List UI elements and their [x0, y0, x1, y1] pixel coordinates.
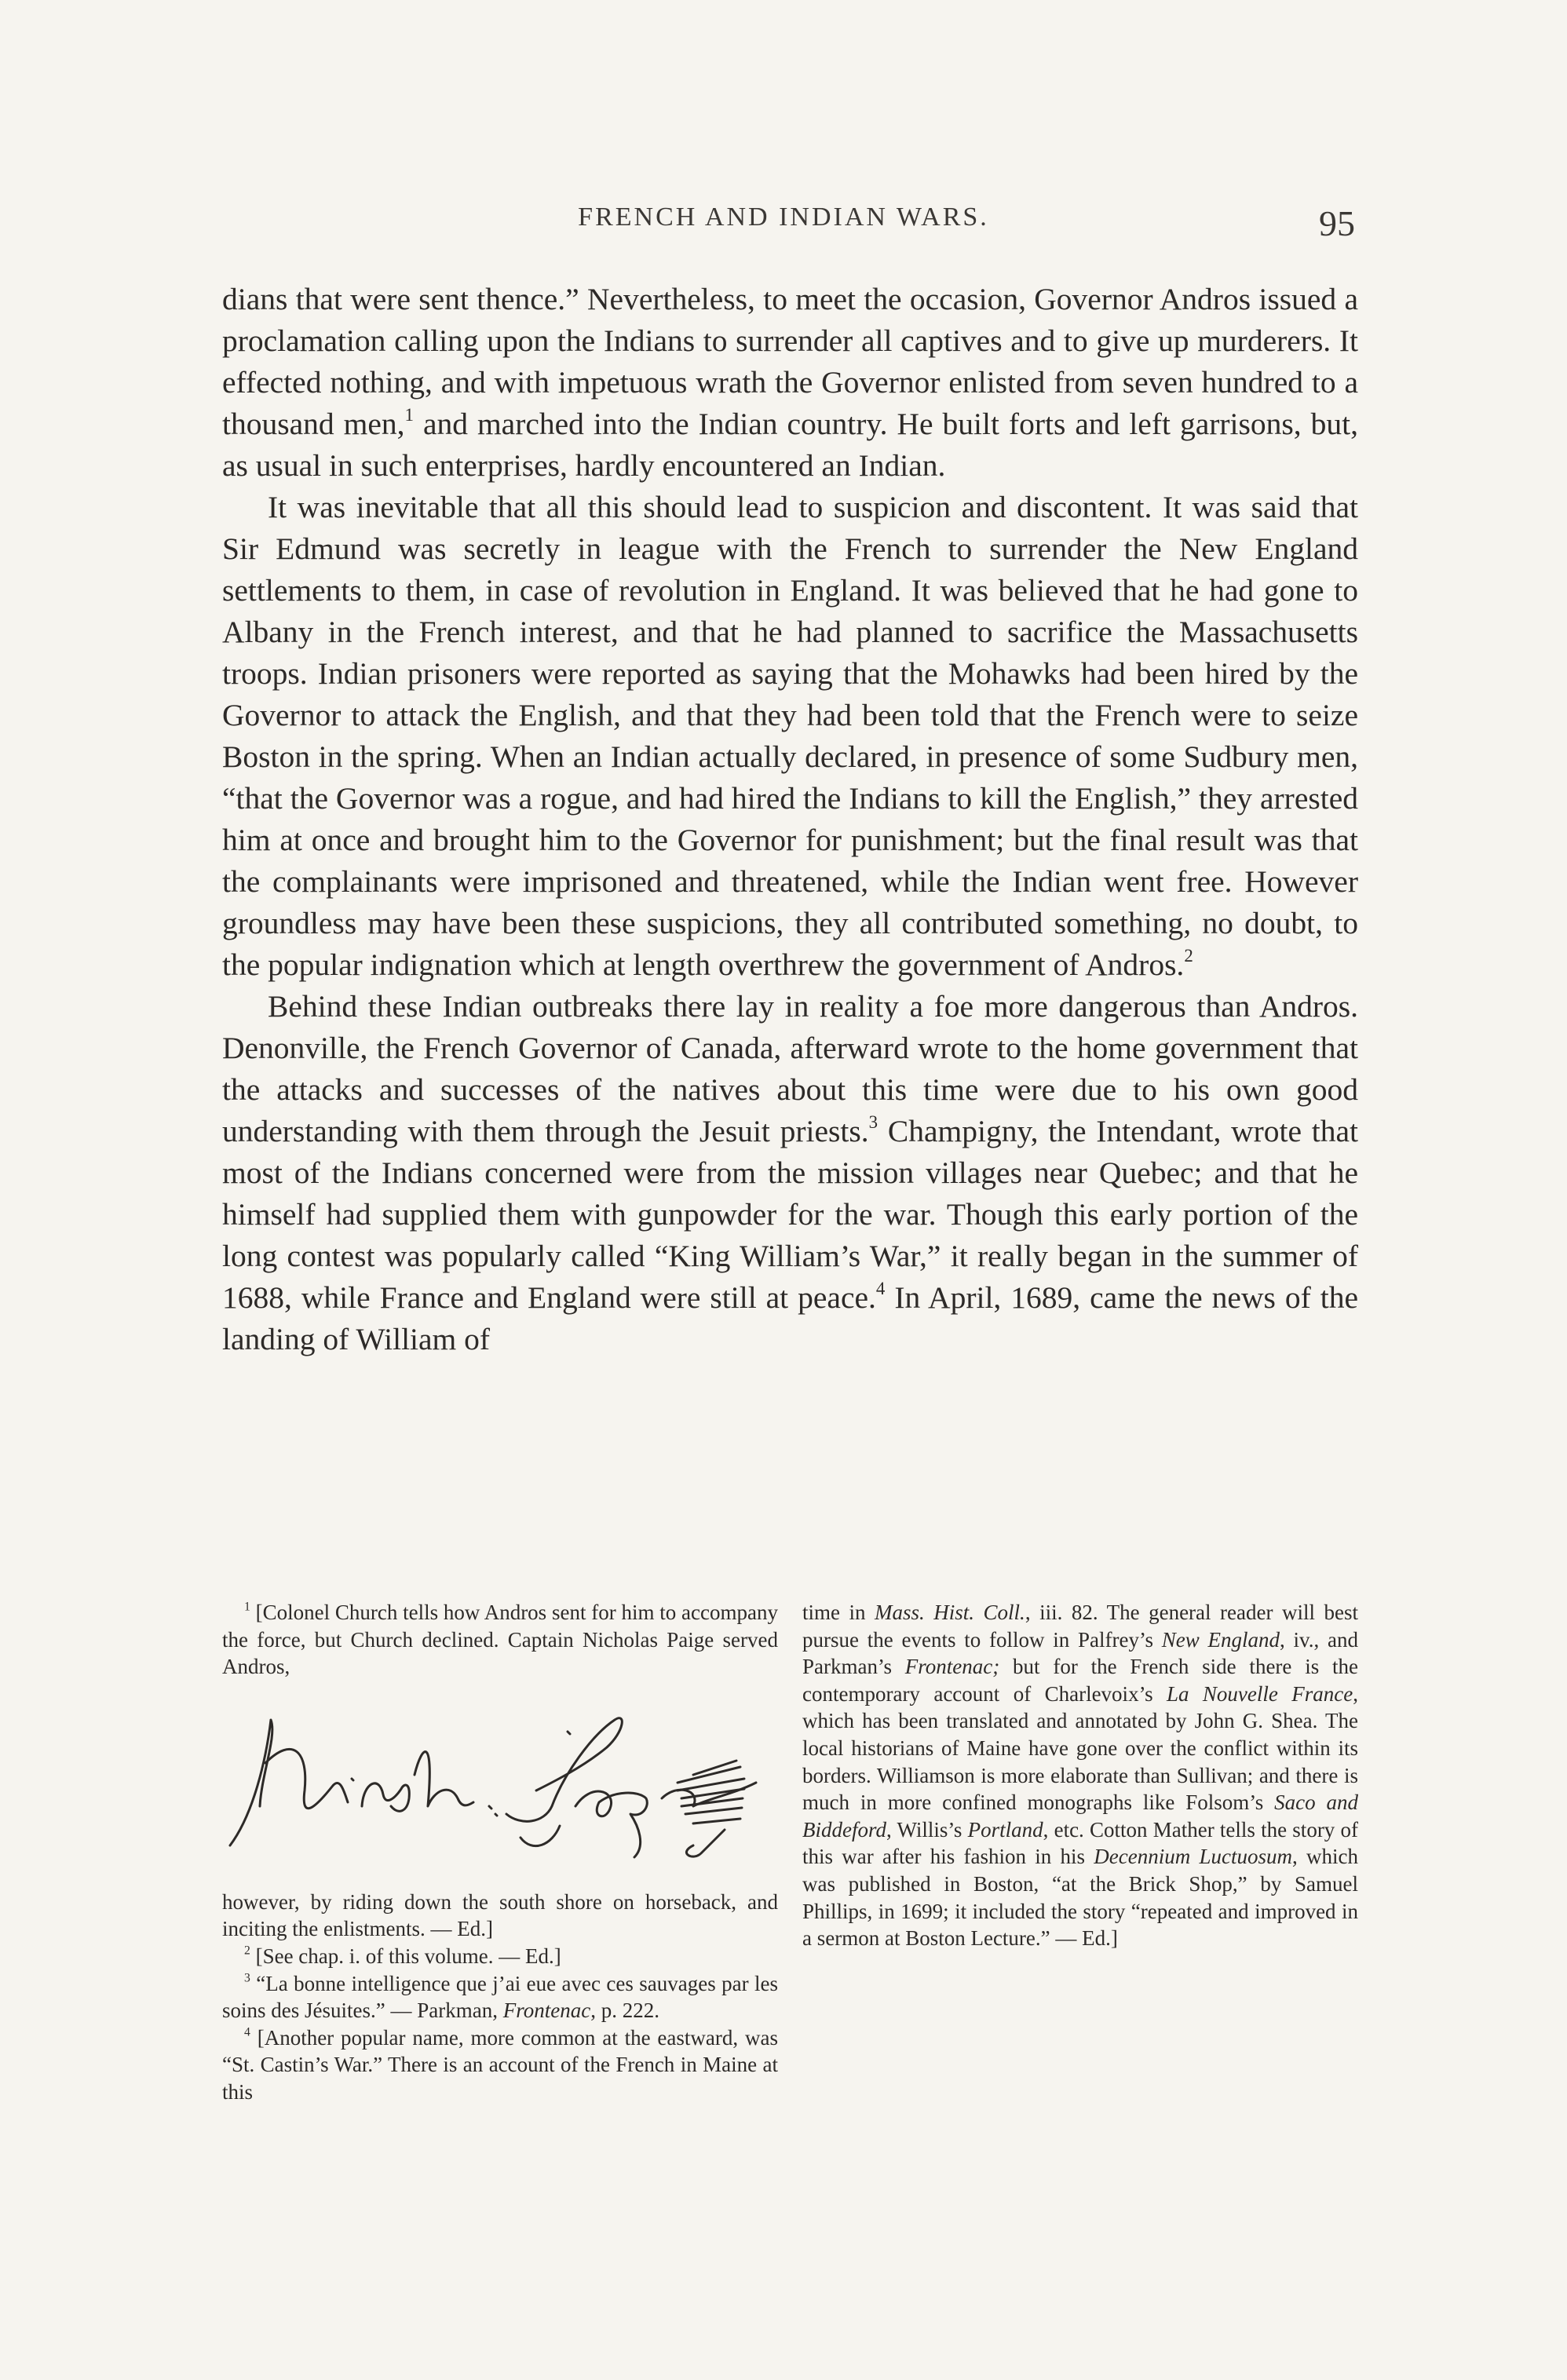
fn4-r4-italic: La Nouvelle France [1166, 1681, 1353, 1706]
signature-drawing [222, 1688, 778, 1889]
footnote-3-text-b: , p. 222. [590, 1999, 659, 2023]
footnote-1-text-a: [Colonel Church tells how Andros sent for him to accompany the force, but Church declined. Captain Nicholas Paige served Andros, [222, 1601, 778, 1679]
fn4-r4: but for the French side there is the contemporary account of Charlevoix’s [802, 1655, 1358, 1706]
footnote-2-mark: 2 [244, 1944, 250, 1958]
fn4-r6: , Willis’s [886, 1817, 968, 1842]
footnote-4-continuation [802, 1599, 1358, 1952]
footnote-3-mark: 3 [244, 1970, 250, 1984]
paragraph-3-text-b: Champigny, the Intendant, wrote that most of the Indians concerned were from the mission villages near Quebec; and that he himself had supplied them with gunpowder for the war. Though this early portion of the long contest was popularly called “King William’s War,” it really began in the summer of 1688, while France and England were still at peace. [222, 1114, 1358, 1315]
body-text [222, 279, 1358, 1360]
footnote-2 [222, 1943, 778, 1970]
page-number: 95 [1319, 203, 1355, 243]
paragraph-2-text: It was inevitable that all this should lead to suspicion and discontent. It was said that Sir Edmund was secretly in league with the French to surrender the New England settlements to them, in case of revolution in England. It was believed that he had gone to Albany in the French interest, and that he had planned to sacrifice the Massachusetts troops. Indian prisoners were reported as saying that the Mohawks had been hired by the Governor to attack the English, and that they had been told that the French were to seize Boston in the spring. When an Indian actually declared, in presence of some Sudbury men, “that the Governor was a rogue, and had hired the Indians to kill the English,” they arrested him at once and brought him to the Governor for punishment; but the final result was that the complainants were imprisoned and threatened, while the Indian went free. However groundless may have been these suspicions, they all contributed something, no doubt, to the popular indignation which at length overthrew the government of Andros. [222, 490, 1358, 982]
paragraph-1 [222, 279, 1358, 487]
fn4-r5-italic: Saco and Biddeford [802, 1790, 1358, 1842]
footnote-ref-1: 1 [404, 404, 414, 425]
footnote-ref-4: 4 [875, 1278, 886, 1298]
paragraph-1-text: dians that were sent thence.” Nevertheless, to meet the occasion, Governor Andros issued a proclamation calling upon the Indians to surrender all captives and to give up murderers. It effected nothing, and with impetuous wrath the Governor enlisted from seven hundred to a thousand men, [222, 282, 1358, 441]
fn4-r2-italic: New England [1161, 1627, 1280, 1652]
fn4-r3-italic: Frontenac; [904, 1655, 1000, 1679]
footnotes-left-column [222, 1599, 778, 2106]
footnote-3 [222, 1970, 778, 2024]
fn4-r8: , which was published in Boston, “at the Brick Shop,” by Samuel Phillips, in 1699; it included the story “repeated and improved in a sermon at Boston Lecture.” — Ed.] [802, 1845, 1358, 1951]
fn4-r2: , iii. 82. The general reader will best pursue the events to follow in Palfrey’s [802, 1601, 1358, 1652]
footnote-1-mark: 1 [244, 1600, 250, 1614]
footnote-1 [222, 1599, 778, 1681]
fn4-r1: time in [802, 1601, 875, 1624]
paragraph-3-text-a: Behind these Indian outbreaks there lay in reality a foe more dangerous than Andros. Denonville, the French Governor of Canada, afterward wrote to the home government that the attacks and successes of the natives about this time were due to his own good understanding with them through the Jesuit priests. [222, 989, 1358, 1148]
footnote-1-continuation: however, by riding down the south shore on horseback, and inciting the enlistments. — Ed.] [222, 1889, 778, 1941]
footnote-ref-2: 2 [1184, 945, 1193, 966]
running-head: FRENCH AND INDIAN WARS. [578, 203, 989, 232]
footnote-4 [222, 2024, 778, 2106]
footnote-ref-3: 3 [868, 1112, 878, 1132]
paragraph-3 [222, 986, 1358, 1360]
paragraph-2 [222, 487, 1358, 986]
footnote-3-text-a: “La bonne intelligence que j’ai eue avec ces sauvages par les soins des Jésuites.” — Parkman, [222, 1971, 778, 2023]
footnote-4-text-a: [Another popular name, more common at the eastward, was “St. Castin’s War.” There is an account of the French in Maine at this [222, 2025, 778, 2104]
signature-image [222, 1688, 778, 1889]
fn4-r1-italic: Mass. Hist. Coll. [875, 1601, 1025, 1624]
fn4-r7-italic: Decennium Luctuosum [1094, 1845, 1292, 1869]
paragraph-3-text-c: In April, 1689, came the news of the landing of William of [222, 1280, 1358, 1356]
fn4-r6-italic: Portland [967, 1817, 1043, 1842]
footnote-2-text: [See chap. i. of this volume. — Ed.] [250, 1944, 561, 1968]
footnote-3-title: Frontenac [502, 1999, 591, 2023]
fn4-r3: , iv., and Parkman’s [802, 1627, 1359, 1679]
fn4-r5: , which has been translated and annotated by John G. Shea. The local historians of Maine have gone over the conflict within its borders. Williamson is more elaborate than Sullivan; and there is much in more confined monographs like Folsom’s [802, 1681, 1358, 1815]
paragraph-1-end: and marched into the Indian country. He built forts and left garrisons, but, as usual in such enterprises, hardly encountered an Indian. [222, 407, 1358, 483]
footnote-4-mark: 4 [244, 2025, 250, 2039]
footnotes-right-column [802, 1599, 1358, 1952]
fn4-r7: , etc. Cotton Mather tells the story of this war after his fashion in his [802, 1817, 1359, 1869]
